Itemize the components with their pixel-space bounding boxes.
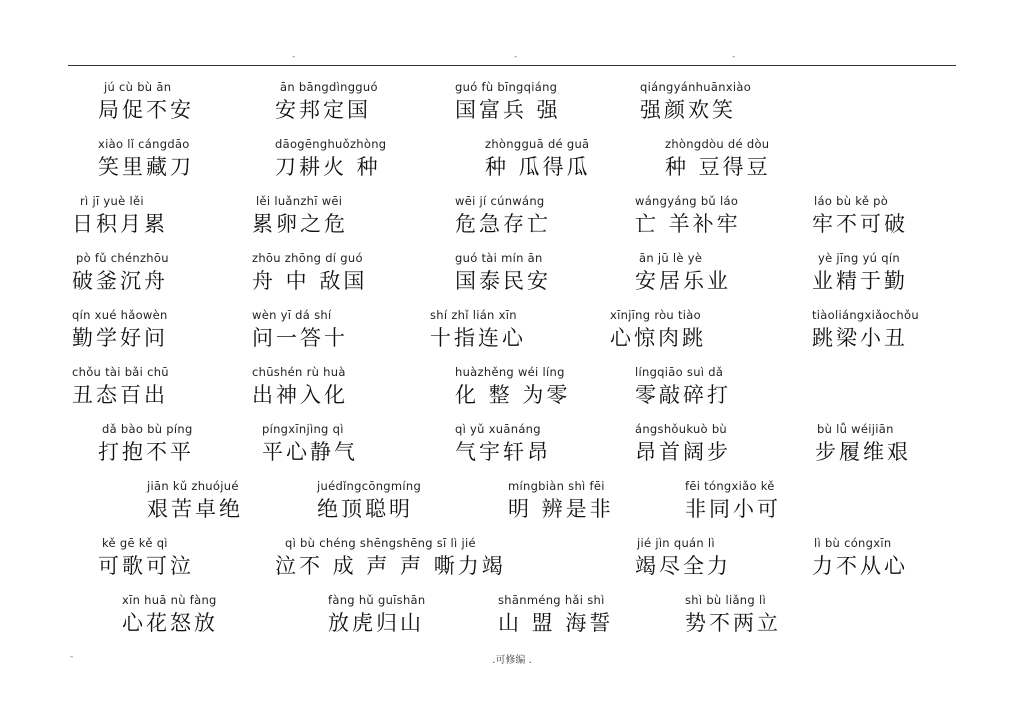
- idiom-hanzi: 步履维艰: [815, 440, 911, 464]
- idiom-item: [455, 80, 561, 123]
- header-mark: -: [732, 52, 736, 62]
- idiom-hanzi: 亡 羊补牢: [635, 212, 741, 236]
- idiom-hanzi: 气宇轩昂: [455, 440, 551, 464]
- idiom-item: [640, 80, 751, 123]
- idiom-item: [328, 593, 425, 636]
- idiom-hanzi: 问一答十: [252, 326, 348, 350]
- idiom-pinyin: dāogēnghuǒzhòng: [275, 137, 387, 151]
- idiom-item: [812, 308, 919, 351]
- idiom-pinyin: ān jū lè yè: [639, 251, 703, 265]
- idiom-hanzi: 国泰民安: [455, 269, 551, 293]
- idiom-pinyin: shí zhǐ lián xīn: [430, 308, 517, 322]
- idiom-pinyin: fàng hǔ guīshān: [328, 593, 426, 607]
- idiom-hanzi: 安居乐业: [635, 269, 731, 293]
- idiom-hanzi: 笑里藏刀: [98, 155, 194, 179]
- idiom-pinyin: pò fǔ chénzhōu: [76, 251, 169, 265]
- header-rule: [68, 65, 956, 66]
- idiom-hanzi: 化 整 为零: [455, 383, 571, 407]
- idiom-pinyin: lì bù cóngxīn: [814, 536, 892, 550]
- idiom-pinyin: tiàoliángxiǎochǒu: [812, 308, 919, 322]
- idiom-pinyin: qín xué hǎowèn: [72, 308, 168, 322]
- idiom-pinyin: xiào lǐ cángdāo: [98, 137, 190, 151]
- idiom-pinyin: chǒu tài bǎi chū: [72, 365, 169, 379]
- idiom-hanzi: 放虎归山: [328, 611, 424, 635]
- idiom-item: [498, 593, 613, 636]
- idiom-item: [635, 194, 741, 237]
- footer-text: .可修编 .: [492, 655, 532, 666]
- idiom-item: [812, 194, 908, 237]
- idiom-item: [98, 536, 194, 579]
- idiom-item: [252, 194, 348, 237]
- idiom-hanzi: 累卵之危: [252, 212, 348, 236]
- idiom-hanzi: 强颜欢笑: [640, 98, 736, 122]
- idiom-pinyin: ángshǒukuò bù: [635, 422, 728, 436]
- idiom-pinyin: bù lǚ wéijiān: [817, 422, 894, 436]
- idiom-pinyin: wángyáng bǔ láo: [635, 194, 739, 208]
- idiom-item: [455, 251, 551, 294]
- idiom-hanzi: 日积月累: [72, 212, 168, 236]
- idiom-item: [98, 137, 194, 180]
- idiom-item: [147, 479, 243, 522]
- idiom-hanzi: 竭尽全力: [635, 554, 731, 578]
- idiom-hanzi: 心惊肉跳: [610, 326, 706, 350]
- idiom-item: [635, 251, 731, 294]
- idiom-hanzi: 国富兵 强: [455, 98, 561, 122]
- idiom-item: [262, 422, 358, 465]
- idiom-pinyin: míngbiàn shì fēi: [508, 479, 605, 493]
- idiom-pinyin: huàzhěng wéi líng: [455, 365, 565, 379]
- idiom-item: [455, 365, 570, 408]
- idiom-pinyin: kě gē kě qì: [102, 536, 168, 550]
- idiom-pinyin: xīn huā nù fàng: [122, 593, 217, 607]
- idiom-item: [635, 536, 731, 579]
- idiom-hanzi: 舟 中 敌国: [252, 269, 368, 293]
- idiom-pinyin: xīnjīng ròu tiào: [610, 308, 701, 322]
- idiom-hanzi: 心花怒放: [122, 611, 218, 635]
- header-mark: -: [514, 52, 518, 62]
- idiom-item: [252, 308, 348, 351]
- idiom-pinyin: zhōu zhōng dí guó: [252, 251, 363, 265]
- idiom-pinyin: láo bù kě pò: [814, 194, 889, 208]
- idiom-hanzi: 勤学好问: [72, 326, 168, 350]
- idiom-item: [122, 593, 218, 636]
- idiom-item: [72, 365, 169, 408]
- idiom-pinyin: qiángyánhuānxiào: [640, 80, 752, 94]
- idiom-pinyin: zhòngdòu dé dòu: [665, 137, 770, 151]
- idiom-pinyin: wèn yī dá shí: [252, 308, 332, 322]
- idiom-item: [815, 422, 911, 465]
- idiom-hanzi: 明 辨是非: [508, 497, 614, 521]
- idiom-pinyin: zhòngguā dé guā: [485, 137, 590, 151]
- idiom-hanzi: 泣不 成 声 声 嘶力竭: [275, 554, 506, 578]
- idiom-item: [275, 536, 506, 579]
- idiom-pinyin: guó fù bīngqiáng: [455, 80, 558, 94]
- idiom-hanzi: 山 盟 海誓: [498, 611, 614, 635]
- idiom-item: [98, 422, 194, 465]
- idiom-hanzi: 平心静气: [262, 440, 358, 464]
- idiom-item: [508, 479, 614, 522]
- idiom-pinyin: língqiāo suì dǎ: [635, 365, 724, 379]
- idiom-hanzi: 危急存亡: [455, 212, 551, 236]
- idiom-item: [98, 80, 194, 123]
- idiom-pinyin: rì jī yuè lěi: [80, 194, 144, 208]
- idiom-hanzi: 零敲碎打: [635, 383, 731, 407]
- idiom-item: [252, 251, 367, 294]
- idiom-item: [275, 137, 386, 180]
- idiom-item: [430, 308, 526, 351]
- idiom-hanzi: 破釜沉舟: [72, 269, 168, 293]
- idiom-pinyin: chūshén rù huà: [252, 365, 346, 379]
- footer-mark: -: [70, 652, 74, 662]
- idiom-hanzi: 力不从心: [812, 554, 908, 578]
- idiom-pinyin: shānméng hǎi shì: [498, 593, 605, 607]
- idiom-item: [72, 194, 168, 237]
- idiom-hanzi: 安邦定国: [275, 98, 371, 122]
- idiom-hanzi: 可歌可泣: [98, 554, 194, 578]
- idiom-pinyin: lěi luǎnzhī wēi: [256, 194, 343, 208]
- idiom-pinyin: qì bù chéng shēngshēng sī lì jié: [285, 536, 476, 550]
- idiom-hanzi: 种 瓜得瓜: [485, 155, 591, 179]
- idiom-hanzi: 局促不安: [98, 98, 194, 122]
- idiom-hanzi: 丑态百出: [72, 383, 168, 407]
- idiom-item: [812, 251, 908, 294]
- idiom-pinyin: guó tài mín ān: [455, 251, 543, 265]
- idiom-item: [685, 593, 781, 636]
- idiom-hanzi: 非同小可: [685, 497, 781, 521]
- idiom-hanzi: 打抱不平: [98, 440, 194, 464]
- idiom-hanzi: 绝顶聪明: [317, 497, 413, 521]
- idiom-item: [455, 422, 551, 465]
- idiom-hanzi: 业精于勤: [812, 269, 908, 293]
- idiom-hanzi: 牢不可破: [812, 212, 908, 236]
- idiom-hanzi: 艰苦卓绝: [147, 497, 243, 521]
- idiom-item: [665, 137, 771, 180]
- idiom-hanzi: 种 豆得豆: [665, 155, 771, 179]
- idiom-hanzi: 十指连心: [430, 326, 526, 350]
- idiom-pinyin: juédǐngcōngmíng: [317, 479, 422, 493]
- idiom-item: [72, 251, 169, 294]
- idiom-pinyin: dǎ bào bù píng: [102, 422, 193, 436]
- idiom-pinyin: jiān kǔ zhuójué: [147, 479, 239, 493]
- idiom-item: [635, 422, 731, 465]
- idiom-hanzi: 刀耕火 种: [275, 155, 381, 179]
- header-mark: -: [292, 52, 296, 62]
- idiom-pinyin: wēi jí cúnwáng: [455, 194, 545, 208]
- idiom-pinyin: fēi tóngxiǎo kě: [685, 479, 775, 493]
- idiom-item: [317, 479, 421, 522]
- idiom-item: [275, 80, 378, 123]
- idiom-item: [455, 194, 551, 237]
- idiom-hanzi: 昂首阔步: [635, 440, 731, 464]
- idiom-item: [252, 365, 348, 408]
- idiom-item: [610, 308, 706, 351]
- idiom-item: [685, 479, 781, 522]
- idiom-pinyin: qì yǔ xuānáng: [455, 422, 541, 436]
- idiom-item: [812, 536, 908, 579]
- idiom-pinyin: jú cù bù ān: [104, 80, 172, 94]
- idiom-hanzi: 出神入化: [252, 383, 348, 407]
- idiom-hanzi: 势不两立: [685, 611, 781, 635]
- idiom-pinyin: yè jīng yú qín: [818, 251, 900, 265]
- idiom-pinyin: ān bāngdìngguó: [280, 80, 378, 94]
- idiom-hanzi: 跳梁小丑: [812, 326, 908, 350]
- idiom-pinyin: píngxīnjìng qì: [262, 422, 344, 436]
- idiom-pinyin: jié jìn quán lì: [637, 536, 715, 550]
- idiom-item: [635, 365, 731, 408]
- idiom-item: [485, 137, 591, 180]
- idiom-item: [72, 308, 168, 351]
- idiom-pinyin: shì bù liǎng lì: [685, 593, 766, 607]
